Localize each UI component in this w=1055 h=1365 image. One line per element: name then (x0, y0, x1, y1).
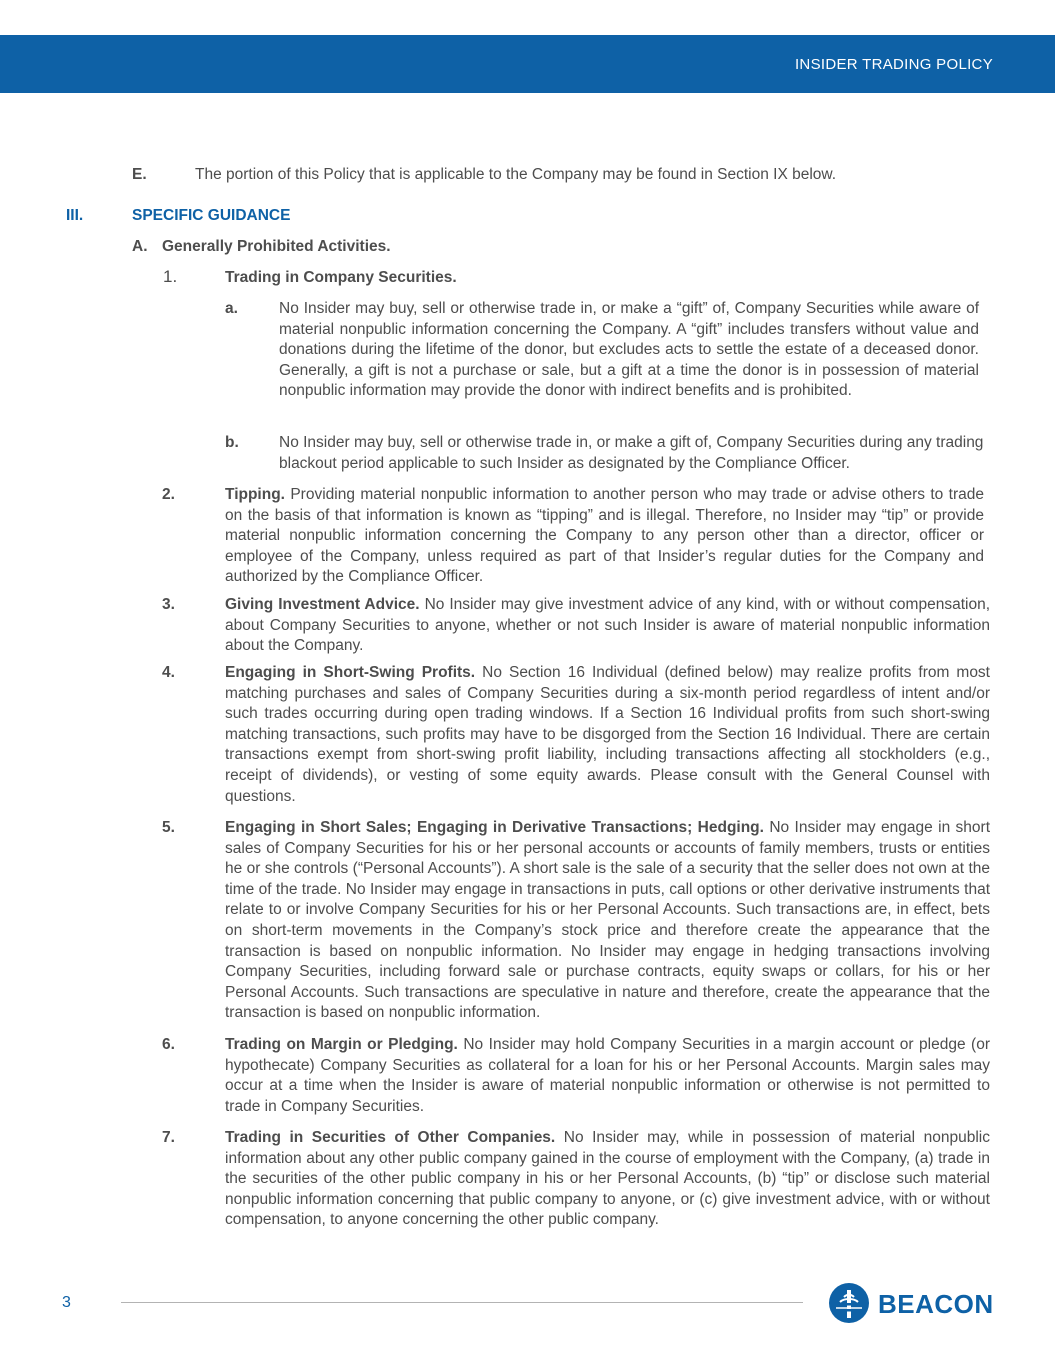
item-4-label: 4. (162, 664, 175, 681)
item-7-label: 7. (162, 1129, 175, 1146)
item-1b-label: b. (225, 434, 239, 451)
item-2-title: Tipping. (225, 486, 285, 503)
beacon-logo (828, 1282, 998, 1324)
item-5-paragraph (225, 818, 990, 1024)
section-iii-title: SPECIFIC GUIDANCE (132, 207, 291, 224)
item-6-paragraph (225, 1035, 990, 1117)
item-4-body: No Section 16 Individual (defined below) may realize profits from most matching purchases and sales of Company Securities during a six-month period regardless of intent and/or such trades occurring during open trading windows. If a Section 16 Individual profits from such short-swing matching transactions, such profits may have to be disgorged from the Section 16 Individual. There are certain transactions exempt from short-swing profit liability, including transactions affecting all stockholders (e.g., receipt of dividends), or vesting of some equity awards. Please consult with the General Counsel with questions. (225, 664, 990, 805)
item-5-label: 5. (162, 819, 175, 836)
item-4-paragraph (225, 663, 990, 807)
item-1-title: Trading in Company Securities. (225, 269, 457, 286)
item-7-paragraph (225, 1128, 990, 1231)
item-3-paragraph (225, 595, 990, 657)
header-band (0, 35, 1055, 93)
item-1b-text: No Insider may buy, sell or otherwise trade in, or make a gift of, Company Securities during any trading blackout period applicable to such Insider as designated by the Compliance Officer. (279, 434, 984, 472)
item-3-label: 3. (162, 596, 175, 613)
subsection-a-title: Generally Prohibited Activities. (162, 238, 391, 255)
item-7-body: No Insider may, while in possession of material nonpublic information about any other public company gained in the course of employment with the Company, (a) trade in the securities of the other public company in his or her Personal Accounts, (b) “tip” or disclose such material nonpublic information concerning that public company to anyone, or (c) give investment advice, with or without compensation, to anyone concerning the other public company. (225, 1129, 990, 1229)
page-number: 3 (62, 1294, 71, 1311)
item-2-paragraph (225, 485, 984, 588)
item-1-label: 1. (163, 267, 178, 286)
section-iii-label: III. (66, 207, 84, 224)
item-5-body: No Insider may engage in short sales of Company Securities for his or her personal accounts or accounts of family members, trusts or entities he or she controls (“Personal Accounts”). A short sale is the sale of a security that the seller does not own at the time of the trade. No Insider may engage in transactions in puts, call options or other derivative instruments that relate to or involve Company Securities for his or her Personal Accounts. Such transactions are, in effect, bets on short-term movements in the Company’s stock price and therefore create the appearance that the transaction is based on nonpublic information. No Insider may engage in hedging transactions involving Company Securities, including forward sale or purchase contracts, equity swaps or collars, for his or her Personal Accounts. Such transactions are speculative in nature and therefore, create the appearance that the transaction is based on nonpublic information. (225, 819, 991, 1022)
item-1a-label: a. (225, 300, 238, 317)
item-6-body: No Insider may hold Company Securities in a margin account or pledge (or hypothecate) Company Securities as collateral for a loan for his or her Personal Accounts. Margin sales may occur at a time when the Insider is aware of material nonpublic information or otherwise is not permitted to trade in Company Securities. (225, 1036, 990, 1115)
item-5-title: Engaging in Short Sales; Engaging in Derivative Transactions; Hedging. (225, 819, 764, 836)
item-3-title: Giving Investment Advice. (225, 596, 420, 613)
item-4-title: Engaging in Short-Swing Profits. (225, 664, 476, 681)
document-title: INSIDER TRADING POLICY (794, 56, 993, 73)
footer-divider (121, 1302, 803, 1303)
item-2-label: 2. (162, 486, 175, 503)
item-3-body: No Insider may give investment advice of any kind, with or without compensation, about Company Securities to anyone, whether or not such Insider is aware of material nonpublic information about the Company. (225, 596, 990, 655)
section-e-label: E. (132, 166, 147, 183)
lighthouse-icon (828, 1282, 872, 1326)
item-6-label: 6. (162, 1036, 175, 1053)
logo-wordmark: BEACON (878, 1289, 994, 1319)
item-6-title: Trading on Margin or Pledging. (225, 1036, 458, 1053)
item-7-title: Trading in Securities of Other Companies. (225, 1129, 556, 1146)
section-e-text: The portion of this Policy that is applicable to the Company may be found in Section IX below. (195, 166, 837, 183)
item-1a-text: No Insider may buy, sell or otherwise trade in, or make a “gift” of, Company Securities while aware of material nonpublic information concerning the Company. A “gift” includes transfers without value and donations during the lifetime of the donor, but excludes acts to settle the estate of a deceased donor. Generally, a gift is not a purchase or sale, but a gift at a time the donor is in possession of material nonpublic information may provide the donor with indirect benefits and is prohibited. (279, 300, 979, 400)
item-2-body: Providing material nonpublic information to another person who may trade or advise others to trade on the basis of that information is known as “tipping” and is illegal. Therefore, no Insider may “tip” or provide material nonpublic information concerning the Company to any person other than a director, officer or employee of the Company, unless required as part of that Insider’s regular duties for the Company and authorized by the Compliance Officer. (225, 486, 984, 586)
subsection-a-label: A. (132, 238, 148, 255)
